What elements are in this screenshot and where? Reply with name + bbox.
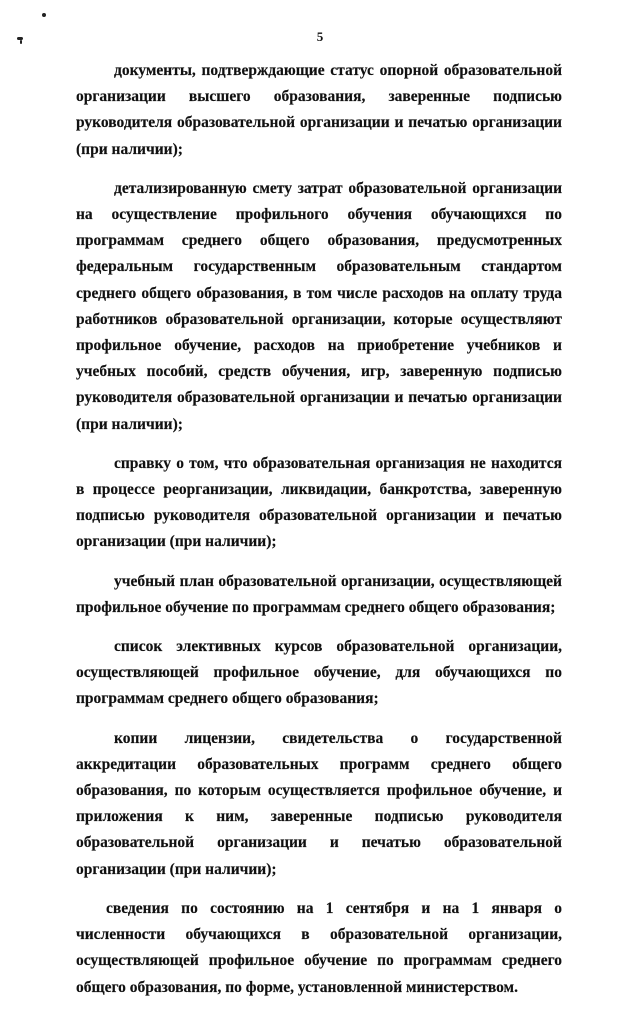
scan-speck: [42, 13, 46, 17]
document-body: [76, 58, 562, 1014]
paragraph: копии лицензии, свидетельства о государственной аккредитации образовательных программ среднего общего образования, по которым осуществляется профильное обучение, и приложения к ним, заверенные подписью руководителя образовательной организации и печатью образовательной организации (при наличии);: [76, 729, 562, 878]
paragraph: документы, подтверждающие статус опорной образовательной организации высшего образования, заверенные подписью руководителя образовательной организации и печатью организации (при наличии);: [76, 62, 562, 158]
paragraph: детализированную смету затрат образовательной организации на осуществление профильного обучения обучающихся по программам среднего общего образования, предусмотренных федеральным государственным образовательным стандартом среднего общего образования, в том числе расходов на оплату труда работников образовательной организации, которые осуществляют профильное обучение, расходов на приобретение учебников и учебных пособий, средств обучения, игр, заверенную подписью руководителя образовательной организации и печатью организации (при наличии);: [76, 179, 562, 433]
page-number: 5: [316, 29, 324, 44]
paragraph: список элективных курсов образовательной организации, осуществляющей профильное обучение, для обучающихся по программам среднего общего образования;: [76, 638, 562, 708]
paragraph: сведения по состоянию на 1 сентября и на 1 января о численности обучающихся в образовательной организации, осуществляющей профильное обучение по программам среднего общего образования, по форме, установленной министерством.: [76, 899, 562, 996]
paragraph: учебный план образовательной организации, осуществляющей профильное обучение по программам среднего общего образования;: [76, 572, 562, 616]
paragraph: справку о том, что образовательная организация не находится в процессе реорганизации, ликвидации, банкротства, заверенную подписью руководителя образовательной организации и печатью организации (при наличии);: [76, 454, 562, 551]
